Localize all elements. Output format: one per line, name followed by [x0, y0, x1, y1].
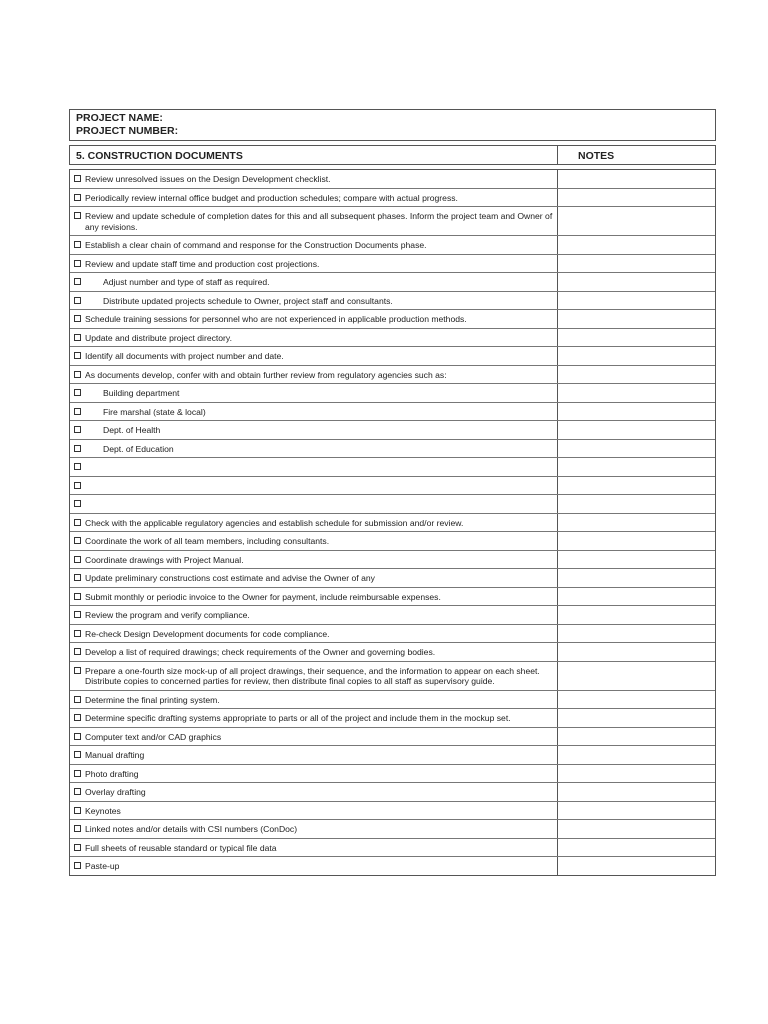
project-header — [69, 109, 716, 141]
notes-cell[interactable] — [558, 366, 715, 384]
checklist-item-text: Distribute updated projects schedule to Owner, project staff and consultants. — [103, 295, 393, 306]
checklist-item-text: Fire marshal (state & local) — [103, 406, 206, 417]
checklist-row — [70, 255, 715, 274]
checklist-row — [70, 625, 715, 644]
checklist-item-text: Determine specific drafting systems appropriate to parts or all of the project and include them in the mockup set. — [85, 713, 511, 723]
checklist-item-text: Review and update schedule of completion dates for this and all subsequent phases. Inform the project team and Owner of any revisions. — [85, 211, 553, 232]
checkbox-icon[interactable] — [74, 574, 81, 581]
checklist-item-cell — [70, 458, 558, 476]
checklist-row — [70, 643, 715, 662]
notes-cell[interactable] — [558, 236, 715, 254]
checklist-item-text: Update and distribute project directory. — [85, 332, 232, 343]
checklist-row — [70, 366, 715, 385]
checkbox-icon[interactable] — [74, 862, 81, 869]
notes-cell[interactable] — [558, 551, 715, 569]
checklist-item-text: Prepare a one-fourth size mock-up of all project drawings, their sequence, and the information to appear on each sheet. Distribute copies to concerned parties for review, then distribute final copies to all staff as supervisory guide. — [85, 665, 540, 686]
checklist-item-text: Develop a list of required drawings; check requirements of the Owner and governing bodies. — [85, 647, 436, 657]
checklist-item-text: Establish a clear chain of command and response for the Construction Documents phase. — [85, 240, 427, 250]
checklist-item-cell — [70, 691, 558, 709]
checklist-item-text: Manual drafting — [85, 750, 145, 760]
checkbox-icon[interactable] — [74, 630, 81, 637]
checkbox-icon[interactable] — [74, 445, 81, 452]
notes-cell[interactable] — [558, 421, 715, 439]
checklist-row — [70, 495, 715, 514]
checkbox-icon[interactable] — [74, 371, 81, 378]
notes-cell[interactable] — [558, 495, 715, 513]
checklist-item-text: Full sheets of reusable standard or typical file data — [85, 842, 277, 853]
checklist-item-cell — [70, 839, 558, 857]
notes-cell[interactable] — [558, 709, 715, 727]
checklist-row — [70, 421, 715, 440]
checklist-item-text: Periodically review internal office budget and production schedules; compare with actual progress. — [85, 192, 458, 203]
notes-cell[interactable] — [558, 532, 715, 550]
checklist-item-text: Re-check Design Development documents for code compliance. — [85, 628, 330, 639]
checklist-item-cell — [70, 403, 558, 421]
checklist-row — [70, 551, 715, 570]
checklist-row — [70, 532, 715, 551]
notes-cell[interactable] — [558, 403, 715, 421]
notes-cell[interactable] — [558, 310, 715, 328]
checkbox-icon[interactable] — [74, 733, 81, 740]
notes-cell[interactable] — [558, 625, 715, 643]
checkbox-icon[interactable] — [74, 807, 81, 814]
checklist-item-text: Review unresolved issues on the Design Development checklist. — [85, 174, 331, 184]
checklist-item-cell — [70, 384, 558, 402]
checklist-item-cell — [70, 569, 558, 587]
checklist-item-cell — [70, 273, 558, 291]
checkbox-icon[interactable] — [74, 212, 81, 219]
checklist-item-cell — [70, 606, 558, 624]
checklist-row — [70, 329, 715, 348]
checklist-item-text — [85, 499, 553, 510]
notes-cell[interactable] — [558, 477, 715, 495]
checklist-row — [70, 477, 715, 496]
checklist-item-cell — [70, 329, 558, 347]
checklist-sheet — [69, 109, 716, 876]
checklist-item-text — [85, 481, 553, 492]
checklist-item-text: Computer text and/or CAD graphics — [85, 731, 222, 742]
notes-cell[interactable] — [558, 765, 715, 783]
checkbox-icon[interactable] — [74, 696, 81, 703]
notes-header: NOTES — [578, 150, 615, 162]
checklist-item-text: Adjust number and type of staff as required. — [103, 277, 270, 287]
checklist-item-text: Overlay drafting — [85, 787, 146, 797]
notes-cell[interactable] — [558, 189, 715, 207]
checkbox-icon[interactable] — [74, 611, 81, 618]
project-name-label: PROJECT NAME: — [76, 112, 163, 124]
checklist-item-cell — [70, 588, 558, 606]
checkbox-icon[interactable] — [74, 751, 81, 758]
checklist-row — [70, 802, 715, 821]
checklist-item-cell — [70, 440, 558, 458]
notes-cell[interactable] — [558, 207, 715, 235]
checklist-item-cell — [70, 783, 558, 801]
notes-cell[interactable] — [558, 746, 715, 764]
checklist-rows — [69, 169, 716, 876]
checklist-row — [70, 384, 715, 403]
checkbox-icon[interactable] — [74, 648, 81, 655]
checklist-item-cell — [70, 643, 558, 661]
checklist-item-cell — [70, 746, 558, 764]
notes-cell[interactable] — [558, 569, 715, 587]
checklist-item-cell — [70, 625, 558, 643]
checklist-row — [70, 458, 715, 477]
notes-cell[interactable] — [558, 820, 715, 838]
checkbox-icon[interactable] — [74, 463, 81, 470]
checklist-row — [70, 273, 715, 292]
checklist-row — [70, 403, 715, 422]
checklist-item-cell — [70, 170, 558, 188]
checklist-row — [70, 820, 715, 839]
notes-cell[interactable] — [558, 170, 715, 188]
checklist-row — [70, 588, 715, 607]
checklist-row — [70, 170, 715, 189]
checkbox-icon[interactable] — [74, 389, 81, 396]
checklist-item-text: Determine the final printing system. — [85, 694, 220, 705]
checklist-item-text: Schedule training sessions for personnel who are not experienced in applicable production methods. — [85, 314, 467, 324]
checkbox-icon[interactable] — [74, 482, 81, 489]
checklist-item-text: Dept. of Education — [103, 443, 174, 454]
notes-cell[interactable] — [558, 802, 715, 820]
checklist-item-text: Keynotes — [85, 805, 121, 816]
checklist-row — [70, 189, 715, 208]
checklist-item-text: Building department — [103, 388, 180, 398]
notes-cell[interactable] — [558, 839, 715, 857]
checkbox-icon[interactable] — [74, 714, 81, 721]
checkbox-icon[interactable] — [74, 825, 81, 832]
notes-cell[interactable] — [558, 384, 715, 402]
checklist-item-cell — [70, 802, 558, 820]
checklist-item-cell — [70, 820, 558, 838]
checklist-row — [70, 709, 715, 728]
checklist-item-text: Photo drafting — [85, 768, 139, 779]
notes-cell[interactable] — [558, 255, 715, 273]
notes-cell[interactable] — [558, 329, 715, 347]
checklist-row — [70, 662, 715, 691]
notes-cell[interactable] — [558, 588, 715, 606]
notes-cell[interactable] — [558, 606, 715, 624]
checkbox-icon[interactable] — [74, 593, 81, 600]
checklist-item-cell — [70, 728, 558, 746]
checklist-item-cell — [70, 709, 558, 727]
checklist-item-text: Dept. of Health — [103, 425, 161, 435]
checklist-row — [70, 746, 715, 765]
checklist-item-cell — [70, 477, 558, 495]
checklist-item-cell — [70, 255, 558, 273]
checklist-item-cell — [70, 347, 558, 365]
notes-cell[interactable] — [558, 783, 715, 801]
checklist-item-text: Linked notes and/or details with CSI numbers (ConDoc) — [85, 824, 298, 834]
checklist-row — [70, 839, 715, 858]
checkbox-icon[interactable] — [74, 278, 81, 285]
checkbox-icon[interactable] — [74, 175, 81, 182]
checkbox-icon[interactable] — [74, 667, 81, 674]
checklist-item-text: Coordinate the work of all team members, including consultants. — [85, 536, 330, 546]
checklist-item-cell — [70, 310, 558, 328]
checkbox-icon[interactable] — [74, 519, 81, 526]
notes-cell[interactable] — [558, 643, 715, 661]
checklist-row — [70, 347, 715, 366]
checklist-row — [70, 310, 715, 329]
checklist-row — [70, 236, 715, 255]
checkbox-icon[interactable] — [74, 194, 81, 201]
notes-cell[interactable] — [558, 440, 715, 458]
checklist-item-cell — [70, 551, 558, 569]
checklist-item-text: Paste-up — [85, 861, 120, 871]
checklist-item-cell — [70, 514, 558, 532]
checkbox-icon[interactable] — [74, 241, 81, 248]
checklist-item-cell — [70, 189, 558, 207]
notes-cell[interactable] — [558, 347, 715, 365]
notes-cell[interactable] — [558, 662, 715, 690]
checklist-row — [70, 765, 715, 784]
checklist-row — [70, 691, 715, 710]
section-header — [69, 145, 716, 165]
checklist-item-text — [85, 462, 553, 473]
notes-cell[interactable] — [558, 292, 715, 310]
checklist-row — [70, 569, 715, 588]
checklist-item-cell — [70, 532, 558, 550]
checklist-item-cell — [70, 495, 558, 513]
checkbox-icon[interactable] — [74, 315, 81, 322]
notes-cell[interactable] — [558, 691, 715, 709]
checkbox-icon[interactable] — [74, 770, 81, 777]
checklist-item-text: Review the program and verify compliance. — [85, 610, 250, 620]
checklist-item-text: Submit monthly or periodic invoice to the Owner for payment, include reimbursable expenses. — [85, 591, 441, 602]
checklist-item-cell — [70, 292, 558, 310]
checkbox-icon[interactable] — [74, 334, 81, 341]
checklist-item-cell — [70, 421, 558, 439]
checklist-row — [70, 292, 715, 311]
checkbox-icon[interactable] — [74, 297, 81, 304]
checklist-item-text: Coordinate drawings with Project Manual. — [85, 554, 244, 565]
notes-cell[interactable] — [558, 728, 715, 746]
checklist-row — [70, 728, 715, 747]
notes-cell[interactable] — [558, 514, 715, 532]
checkbox-icon[interactable] — [74, 500, 81, 507]
notes-cell[interactable] — [558, 458, 715, 476]
checkbox-icon[interactable] — [74, 537, 81, 544]
checkbox-icon[interactable] — [74, 260, 81, 267]
section-title: 5. CONSTRUCTION DOCUMENTS — [70, 146, 558, 164]
notes-cell[interactable] — [558, 857, 715, 875]
checklist-item-text: Check with the applicable regulatory agencies and establish schedule for submission and/or review. — [85, 517, 464, 528]
checklist-row — [70, 606, 715, 625]
checklist-row — [70, 440, 715, 459]
checklist-item-text: Review and update staff time and production cost projections. — [85, 258, 320, 269]
checkbox-icon[interactable] — [74, 844, 81, 851]
project-number-label: PROJECT NUMBER: — [76, 125, 179, 137]
checklist-item-text: Identify all documents with project number and date. — [85, 351, 284, 361]
checkbox-icon[interactable] — [74, 788, 81, 795]
checklist-item-text: As documents develop, confer with and obtain further review from regulatory agencies such as: — [85, 369, 447, 380]
checklist-item-cell — [70, 207, 558, 235]
checklist-row — [70, 207, 715, 236]
checklist-item-cell — [70, 236, 558, 254]
checklist-item-text: Update preliminary constructions cost estimate and advise the Owner of any — [85, 573, 375, 583]
checklist-item-cell — [70, 857, 558, 875]
checklist-row — [70, 514, 715, 533]
checklist-item-cell — [70, 765, 558, 783]
checklist-row — [70, 857, 715, 875]
checkbox-icon[interactable] — [74, 408, 81, 415]
checkbox-icon[interactable] — [74, 352, 81, 359]
checkbox-icon[interactable] — [74, 426, 81, 433]
checklist-row — [70, 783, 715, 802]
checklist-item-cell — [70, 662, 558, 690]
notes-cell[interactable] — [558, 273, 715, 291]
checklist-item-cell — [70, 366, 558, 384]
checkbox-icon[interactable] — [74, 556, 81, 563]
